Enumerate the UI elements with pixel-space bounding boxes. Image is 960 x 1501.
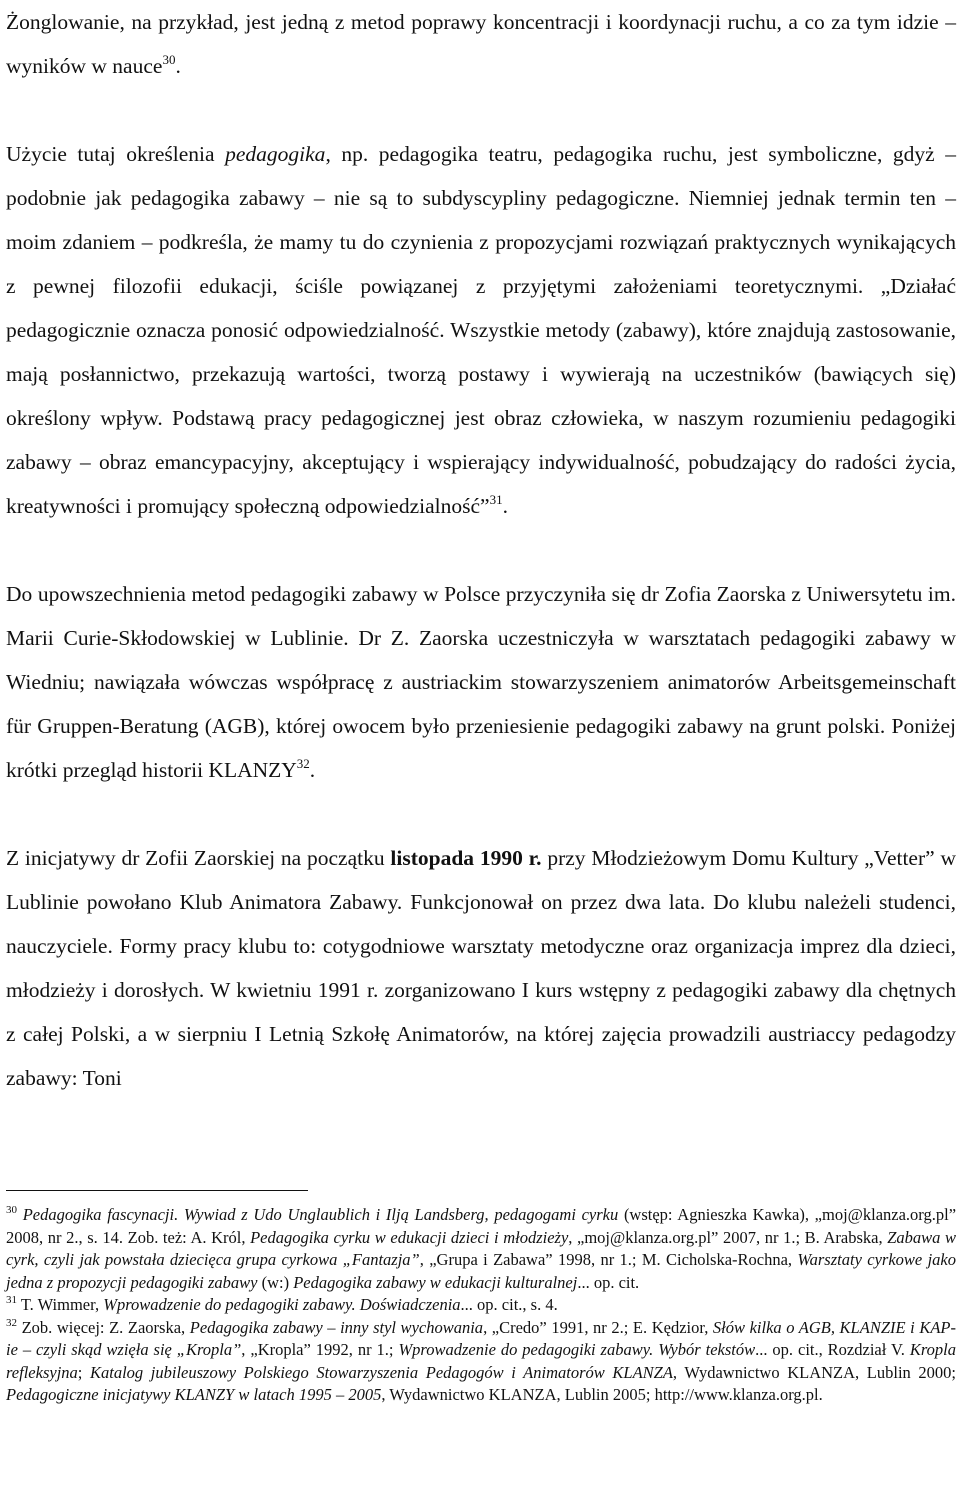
footnote-ref-30: 30 bbox=[162, 52, 176, 67]
paragraph-zaorska bbox=[6, 572, 956, 792]
footnote-italic: Kropla refleksyjna bbox=[6, 1340, 956, 1382]
bold-date: listopada 1990 r. bbox=[390, 846, 542, 870]
paragraph-text: , np. pedagogika teatru, pedagogika ruchu, jest symboliczne, gdyż – podobnie jak pedagogika zabawy – nie są to subdyscypliny pedagogiczne. Niemniej jednak termin ten – moim zdaniem – podkreśla, że mamy tu do czynienia z propozycjami rozwiązań praktycznych wynikających z pewnej filozofii edukacji, ściśle powiązanej z przyjętymi założeniami teoretycznymi. „Działać pedagogicznie oznacza ponosić odpowiedzialność. Wszystkie metody (zabawy), które znajdują zastosowanie, mają posłannictwo, przekazują wartości, tworzą postawy i wywierają na uczestników (bawiących się) określony wpływ. Podstawą pracy pedagogicznej jest obraz człowieka, w naszym rozumieniu pedagogiki zabawy – obraz emancypacyjny, akceptujący i wspierający indywidualność, pobudzający do radości życia, kreatywności i promujący społeczną odpowiedzialność” bbox=[6, 142, 956, 518]
footnote-ref-31: 31 bbox=[489, 492, 503, 507]
footnote-number: 30 bbox=[6, 1204, 17, 1216]
footnote-text: ... op. cit., Rozdział V. bbox=[755, 1340, 910, 1359]
footnote-ref-32: 32 bbox=[296, 756, 310, 771]
footnote-text: ... op. cit. bbox=[577, 1272, 640, 1292]
paragraph-pedagogika-term bbox=[6, 132, 956, 528]
footnote-italic: Wprowadzenie do pedagogiki zabawy. Wybór tekstów bbox=[398, 1340, 756, 1359]
footnote-text: , Wydawnictwo KLANZA, Lublin 2005; http://www.klanza.org.pl. bbox=[381, 1385, 823, 1404]
footnote-text: , „Grupa i Zabawa” 1998, nr 1.; M. Cicholska-Rochna, bbox=[419, 1250, 798, 1269]
footnote-italic: Pedagogiczne inicjatywy KLANZY w latach 1995 – 2005 bbox=[6, 1385, 382, 1404]
italic-term: pedagogika bbox=[225, 142, 326, 166]
footnote-text: (wstęp: Agnieszka Kawka), „moj@klanza.org.pl” 2008, nr 2., s. 14. Zob. też: A. Król, bbox=[6, 1205, 957, 1247]
paragraph-text: Do upowszechnienia metod pedagogiki zabawy w Polsce przyczyniła się dr Zofia Zaorska z Uniwersytetu im. Marii Curie-Skłodowskiej w Lublinie. Dr Z. Zaorska uczestniczyła w warsztatach pedagogiki zabawy w Wiedniu; nawiązała wówczas współpracę z austriackim stowarzyszeniem animatorów Arbeitsgemeinschaft für Gruppen-Beratung (AGB), której owocem było przeniesienie pedagogiki zabawy na grunt polski. Poniżej krótki przegląd historii KLANZY bbox=[6, 582, 956, 782]
footnote-italic: Pedagogika zabawy w edukacji kulturalnej bbox=[293, 1272, 578, 1292]
paragraph-text: . bbox=[309, 758, 316, 782]
footnotes bbox=[6, 1204, 956, 1407]
footnote-text: , Wydawnictwo KLANZA, Lublin 2000; bbox=[672, 1362, 957, 1382]
footnote-italic: Wprowadzenie do pedagogiki zabawy. Doświadczenia bbox=[103, 1295, 461, 1314]
paragraph-text: Z inicjatywy dr Zofii Zaorskiej na początku bbox=[6, 846, 391, 870]
paragraph-klub-animatora bbox=[6, 836, 956, 1100]
paragraph-text: Użycie tutaj określenia bbox=[6, 142, 226, 166]
footnote-text: ... op. cit., s. 4. bbox=[460, 1295, 558, 1314]
footnote-30 bbox=[6, 1204, 956, 1294]
footnote-number: 32 bbox=[6, 1316, 17, 1329]
footnote-text: , „Credo” 1991, nr 2.; E. Kędzior, bbox=[483, 1317, 713, 1337]
footnote-italic: Zabawa w cyrk, czyli jak powstała dziecięca grupa cyrkowa „Fantazja” bbox=[6, 1227, 957, 1269]
footnote-text: T. Wimmer, bbox=[17, 1295, 104, 1314]
footnote-italic: Warsztaty cyrkowe jako jedna z propozycji pedagogiki zabawy bbox=[6, 1250, 956, 1292]
paragraph-text: . bbox=[175, 54, 181, 78]
footnote-italic: Pedagogika fascynacji. Wywiad z Udo Unglaublich i Ilją Landsberg, pedagogami cyrku bbox=[22, 1205, 619, 1224]
footnote-text: , „moj@klanza.org.pl” 2007, nr 1.; B. Arabska, bbox=[568, 1227, 888, 1247]
footnote-number: 31 bbox=[6, 1294, 17, 1306]
footnote-32 bbox=[6, 1317, 956, 1407]
footnote-text: ; bbox=[77, 1362, 90, 1382]
footnote-text: Zob. więcej: Z. Zaorska, bbox=[17, 1317, 190, 1337]
footnote-text: , „Kropla” 1992, nr 1.; bbox=[241, 1340, 399, 1359]
document-page bbox=[6, 0, 956, 1100]
paragraph-text: Żonglowanie, na przykład, jest jedną z metod poprawy koncentracji i koordynacji ruchu, a co za tym idzie – wyników w nauce bbox=[6, 10, 956, 78]
footnote-italic: Pedagogika cyrku w edukacji dzieci i młodzieży bbox=[250, 1227, 569, 1247]
footnote-31 bbox=[6, 1294, 956, 1317]
paragraph-text: . bbox=[502, 494, 508, 518]
footnote-italic: Katalog jubileuszowy Polskiego Stowarzyszenia Pedagogów i Animatorów KLANZA bbox=[90, 1362, 673, 1382]
footnote-separator bbox=[6, 1190, 308, 1191]
paragraph-text: przy Młodzieżowym Domu Kultury „Vetter” w Lublinie powołano Klub Animatora Zabawy. Funkcjonował on przez dwa lata. Do klubu należeli studenci, nauczyciele. Formy pracy klubu to: cotygodniowe warsztaty metodyczne oraz organizacja imprez dla dzieci, młodzieży i dorosłych. W kwietniu 1991 r. zorganizowano I kurs wstępny z pedagogiki zabawy dla chętnych z całej Polski, a w sierpniu I Letnią Szkołę Animatorów, na której zajęcia prowadzili austriaccy pedagodzy zabawy: Toni bbox=[6, 846, 956, 1090]
paragraph-juggling bbox=[6, 0, 956, 88]
footnote-text: (w:) bbox=[257, 1272, 294, 1292]
footnote-italic: Słów kilka o AGB, KLANZIE i KAP-ie – czyli skąd wzięła się „Kropla” bbox=[6, 1317, 956, 1359]
footnote-italic: Pedagogika zabawy – inny styl wychowania bbox=[189, 1317, 484, 1337]
